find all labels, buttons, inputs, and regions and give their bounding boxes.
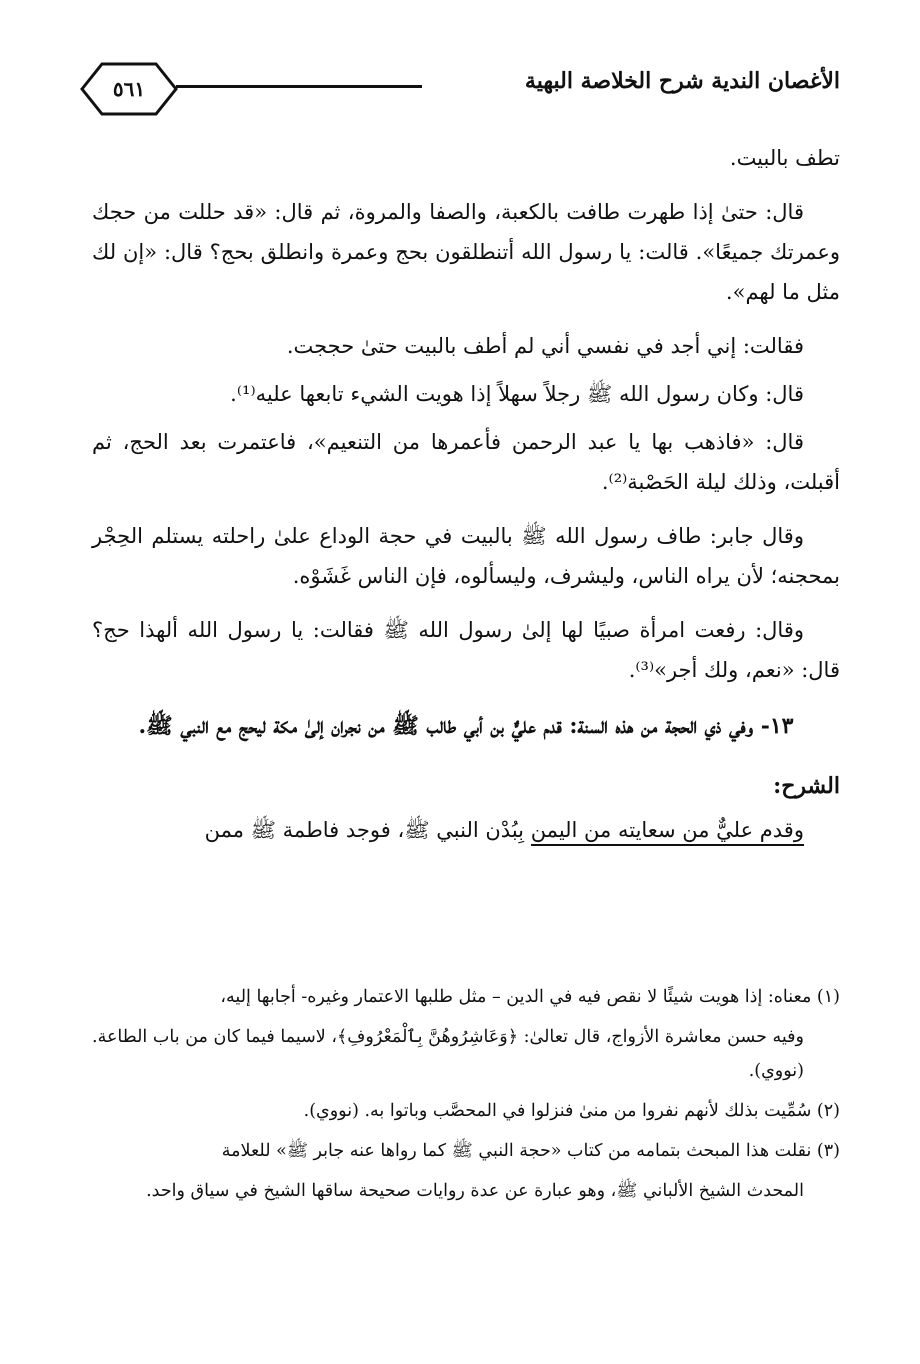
- footnotes: [92, 980, 840, 1214]
- paragraph-text: بِبُدْن النبي ﷺ، فوجد فاطمة ﷺ ممن: [204, 818, 531, 842]
- page-header: [80, 62, 840, 128]
- footnote-1: (١) معناه: إذا هويت شيئًا لا نقص فيه في الدين – مثل طلبها الاعتمار وغيره- أجابها إليه،: [220, 987, 840, 1007]
- footnote-3-continuation: المحدث الشيخ الألباني ﷺ، وهو عبارة عن عدة روايات صحيحة ساقها الشيخ في سياق واحد.: [146, 1181, 804, 1201]
- book-title: الأغصان الندية شرح الخلاصة البهية: [524, 68, 840, 94]
- section-heading: ١٣- وفي ذي الحجة من هذه السنة: قدم عليٌّ بن أبي طالب ﷺ من نجران إلىٰ مكة ليحج مع النبي ﷺ.: [138, 713, 794, 739]
- footnote-3: (٣) نقلت هذا المبحث بتمامه من كتاب «حجة النبي ﷺ كما رواها عنه جابر ﷺ» للعلامة: [221, 1141, 840, 1161]
- paragraph: فقالت: إني أجد في نفسي أني لم أطف بالبيت حتىٰ حججت.: [286, 334, 804, 358]
- page-number: ٥٦١: [112, 77, 146, 101]
- paragraph: قال: «فاذهب بها يا عبد الرحمن فأعمرها من التنعيم»، فاعتمرت بعد الحج، ثم أقبلت، وذلك ليلة الحَصْبة⁽²⁾.: [92, 430, 840, 494]
- footnote-1-continuation: وفيه حسن معاشرة الأزواج، قال تعالىٰ: ﴿وَعَاشِرُوهُنَّ بِٱلْمَعْرُوفِ﴾، لاسيما فيما كان من باب الطاعة. (نووي).: [92, 1027, 804, 1081]
- paragraph: [92, 810, 840, 850]
- paragraph: وقال جابر: طاف رسول الله ﷺ بالبيت في حجة الوداع علىٰ راحلته يستلم الحِجْر بمحجنه؛ لأن يراه الناس، وليشرف، وليسألوه، فإن الناس غَشَوْه.: [92, 524, 840, 588]
- paragraph: قال: وكان رسول الله ﷺ رجلاً سهلاً إذا هويت الشيء تابعها عليه⁽¹⁾.: [230, 382, 804, 406]
- commentary-label: الشرح:: [773, 773, 840, 799]
- main-text: [92, 138, 840, 858]
- page-number-frame: [80, 62, 178, 126]
- header-rule: [176, 85, 422, 88]
- paragraph: قال: حتىٰ إذا طهرت طافت بالكعبة، والصفا والمروة، ثم قال: «قد حللت من حجك وعمرتك جميعًا». قالت: يا رسول الله أتنطلقون بحج وعمرة وانطلق بحج؟ قال: «إن لك مثل ما لهم».: [92, 200, 840, 304]
- paragraph: وقال: رفعت امرأة صبيًا لها إلىٰ رسول الله ﷺ فقالت: يا رسول الله ألهذا حج؟ قال: «نعم، ولك أجر»⁽³⁾.: [92, 618, 840, 682]
- footnote-2: (٢) سُمِّيت بذلك لأنهم نفروا من منىٰ فنزلوا في المحصَّب وباتوا به. (نووي).: [303, 1101, 840, 1121]
- paragraph: تطف بالبيت.: [729, 146, 840, 170]
- underlined-text: وقدم عليٌّ من سعايته من اليمن: [531, 818, 804, 846]
